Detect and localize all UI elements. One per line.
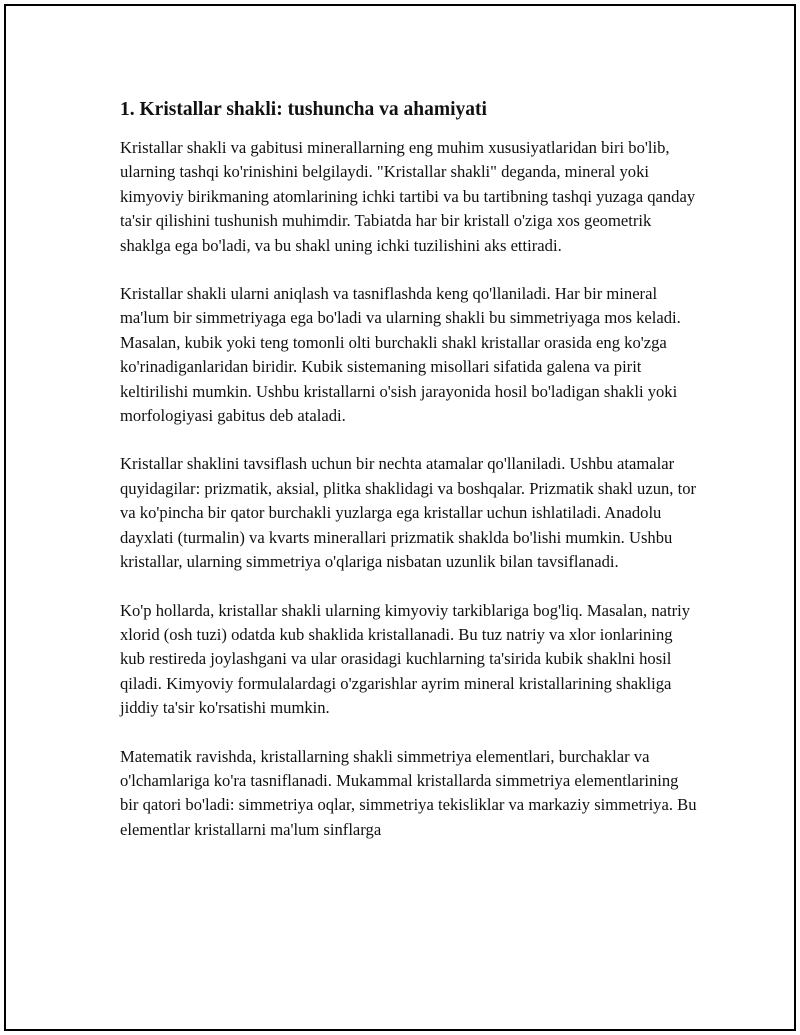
page-frame xyxy=(4,4,796,1031)
paragraph-3: Kristallar shaklini tavsiflash uchun bir nechta atamalar qo'llaniladi. Ushbu atamalar quyidagilar: prizmatik, aksial, plitka shaklidagi va boshqalar. Prizmatik shakl uzun, tor va ko'pincha bir qator burchakli yuzlarga ega kristallar uchun ishlatiladi. Anadolu dayxlati (turmalin) va kvarts minerallari prizmatik shaklda bo'lishi mumkin. Ushbu kristallar, ularning simmetriya o'qlariga nisbatan uzunlik bilan tavsiflanadi. xyxy=(120,454,697,572)
section-heading: 1. Kristallar shakli: tushuncha va ahamiyati xyxy=(120,99,487,120)
paragraph-5: Matematik ravishda, kristallarning shakli simmetriya elementlari, burchaklar va o'lchamlariga ko'ra tasniflanadi. Mukammal kristallarda simmetriya elementlarining bir qatori bo'ladi: simmetriya oqlar, simmetriya tekisliklar va markaziy simmetriya. Bu elementlar kristallarni ma'lum sinflarga xyxy=(120,746,697,839)
paragraph-2: Kristallar shakli ularni aniqlash va tasniflashda keng qo'llaniladi. Har bir mineral ma'lum bir simmetriyaga ega bo'ladi va ularning shakli bu simmetriyaga mos keladi. Masalan, kubik yoki teng tomonli olti burchakli shakl kristallar orasida eng ko'zga ko'rinadiganlaridan biridir. Kubik sistemaning misollari sifatida galena va pirit keltirilishi mumkin. Ushbu kristallarni o'sish jarayonida hosil bo'ladigan shakli yoki morfologiyasi gabitus deb ataladi. xyxy=(120,284,681,426)
paragraph-4: Ko'p hollarda, kristallar shakli ularning kimyoviy tarkiblariga bog'liq. Masalan, natriy xlorid (osh tuzi) odatda kub shaklida kristallanadi. Bu tuz natriy va xlor ionlarining kub restireda joylashgani va ular orasidagi kuchlarning ta'sirida kubik shaklni hosil qiladi. Kimyoviy formulalardagi o'zgarishlar ayrim mineral kristallarining shakliga jiddiy ta'sir ko'rsatishi mumkin. xyxy=(120,600,691,718)
paragraph-1: Kristallar shakli va gabitusi minerallarning eng muhim xususiyatlaridan biri bo'lib, ularning tashqi ko'rinishini belgilaydi. "Kristallar shakli" deganda, mineral yoki kimyoviy birikmaning atomlarining ichki tartibi va bu tartibning tashqi yuzaga qanday ta'sir qilishini tushunish muhimdir. Tabiatda har bir kristall o'ziga xos geometrik shaklga ega bo'ladi, va bu shakl uning ichki tuzilishini aks ettiradi. xyxy=(120,138,696,255)
document-body xyxy=(120,98,700,866)
